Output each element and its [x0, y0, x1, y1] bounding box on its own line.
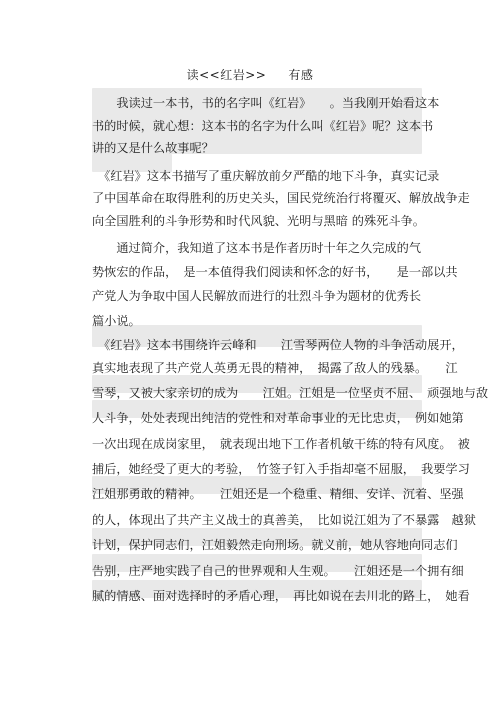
- text-line: 计划，保护同志们，江姐毅然走向刑场。就义前，她从容地向同志们: [92, 538, 458, 552]
- text-line: 腻的情感、面对选择时的矛盾心理， 再比如说在去川北的路上， 她看: [92, 589, 470, 603]
- text-line: 告别，庄严地实践了自己的世界观和人生观。 江姐还是一个拥有细: [92, 564, 464, 578]
- text-line: 讲的又是什么故事呢？: [92, 141, 214, 155]
- text-line: 人斗争，处处表现出纯洁的党性和对革命事业的无比忠贞， 例如她第: [92, 411, 464, 425]
- text-line: 书的时候，就心想：这本书的名字为什么叫《红岩》呢？这本书: [92, 119, 434, 133]
- text-line: 真实地表现了共产党人英勇无畏的精神， 揭露了敌人的残暴。 江: [92, 361, 458, 375]
- title-main: 读<<红岩>>: [186, 68, 267, 82]
- page-title: [0, 66, 500, 83]
- title-suffix: 有感: [288, 68, 314, 82]
- text-line: 的人，体现出了共产主义战士的真善美， 比如说江姐为了不暴露 越狱: [92, 513, 476, 527]
- text-line: 了中国革命在取得胜利的历史关头，国民党统治行将覆灭、解放战争走: [92, 191, 470, 205]
- text-line: 捕后，她经受了更大的考验， 竹签子钉入手指却毫不屈服， 我要学习: [92, 462, 470, 476]
- text-line: 通过简介，我知道了这本书是作者历时十年之久完成的气: [92, 241, 422, 255]
- text-line: 篇小说。: [92, 314, 141, 328]
- text-line: 一次出现在成岗家里， 就表现出地下工作者机敏干练的特有风度。 被: [92, 437, 470, 451]
- text-line: 产党人为争取中国人民解放而进行的壮烈斗争为题材的优秀长: [92, 289, 422, 303]
- text-line: 《红岩》这本书描写了重庆解放前夕严酷的地下斗争，真实记录: [92, 169, 440, 183]
- text-line: 雪琴，又被大家亲切的成为 江姐。江姐是一位坚贞不屈、 顽强地与敌: [92, 386, 489, 400]
- text-line: 《红岩》这本书围绕许云峰和 江雪琴两位人物的斗争活动展开，: [92, 338, 464, 352]
- text-line: 势恢宏的作品， 是一本值得我们阅读和怀念的好书， 是一部以共: [92, 265, 458, 279]
- text-line: 向全国胜利的斗争形势和时代风貌、光明与黑暗 的殊死斗争。: [92, 214, 425, 228]
- text-line: 我读过一本书，书的名字叫《红岩》 。当我刚开始看这本: [92, 96, 440, 110]
- text-line: 江姐那勇敢的精神。 江姐还是一个稳重、精细、安详、沉着、坚强: [92, 487, 464, 501]
